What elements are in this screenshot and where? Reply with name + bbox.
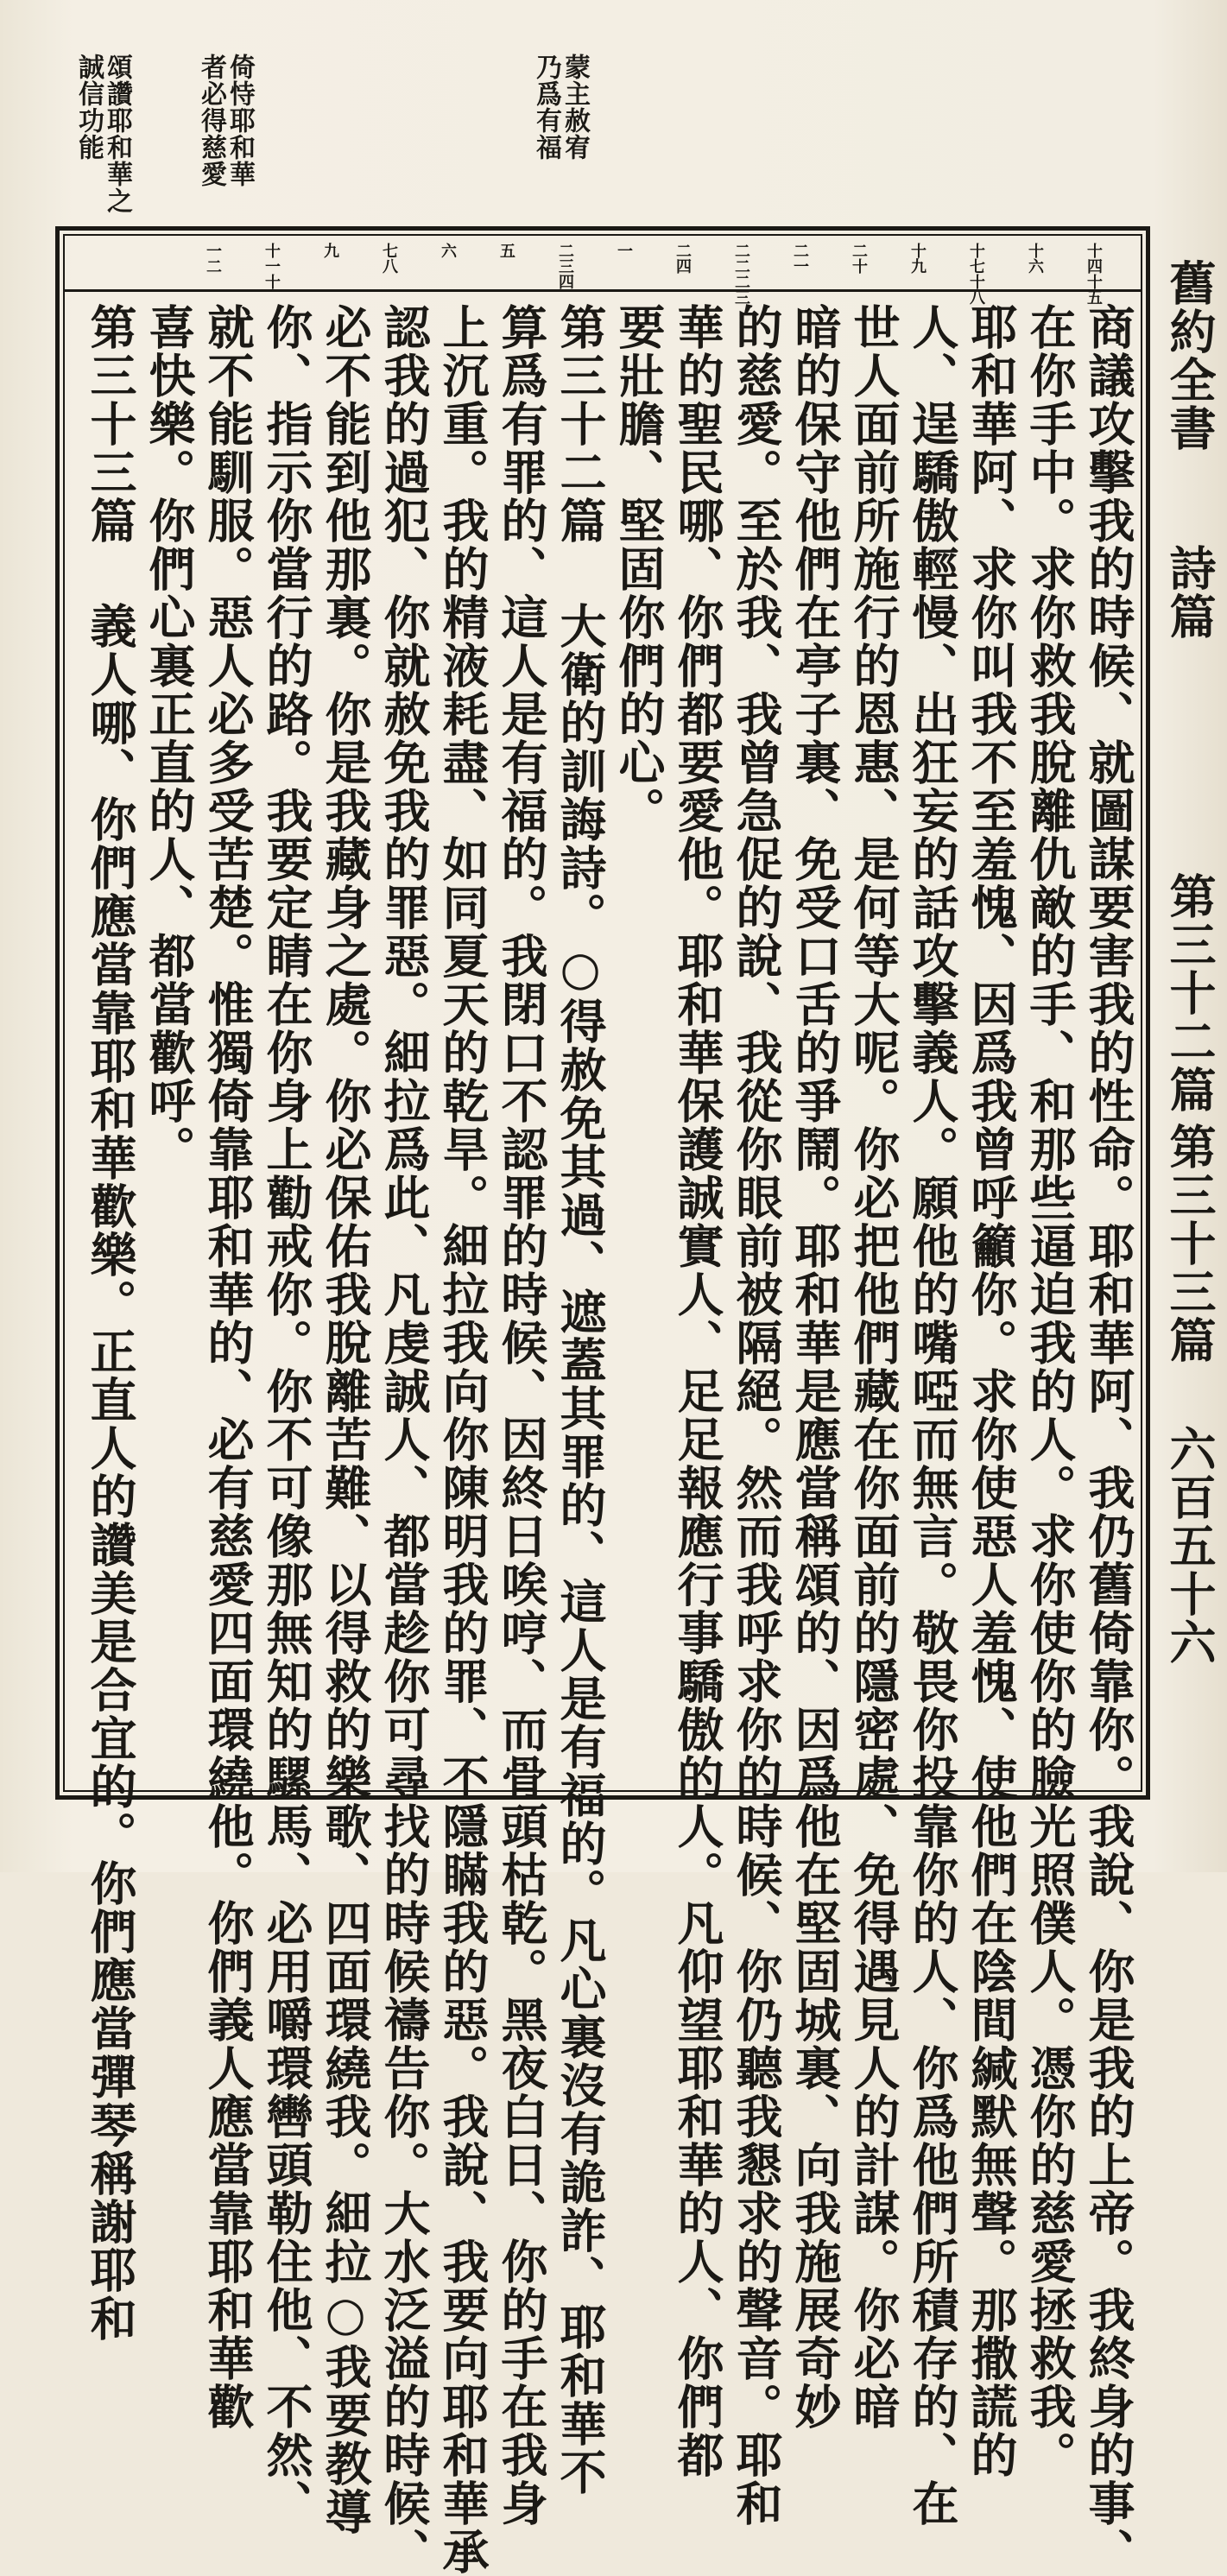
text-column: 就不能馴服。惡人必多受苦楚。惟獨倚靠耶和華的、必有慈愛四面環繞他。你們義人應當靠耶和華歡 xyxy=(200,303,256,2431)
text-frame-inner xyxy=(63,234,1142,2576)
verse-number: 十一十 xyxy=(262,243,281,289)
text-column: 暗的保守他們在亭子裏、免受口舌的爭鬧。耶和華是應當稱頌的、因爲他在堅固城裏、向我施展奇妙 xyxy=(787,303,843,2431)
book-title: 舊約全書 xyxy=(1162,259,1218,453)
verse-number: 十七十八 xyxy=(967,243,985,305)
top-note-2: 倚恃耶和華者必得慈愛 xyxy=(196,54,255,187)
text-column: 商議攻擊我的時候、就圖謀要害我的性命。耶和華阿、我仍舊倚靠你。我說、你是我的上帝。我終身的事、 xyxy=(1081,303,1136,2576)
chapter-label-2: 第三十三篇 xyxy=(1162,1123,1218,1364)
verse-number: 九 xyxy=(321,243,339,258)
verse-number: 六 xyxy=(439,243,457,258)
text-column: 第三十三篇 義人哪、你們應當靠耶和華歡樂。正直人的讚美是合宜的。你們應當彈琴稱謝耶和 xyxy=(83,303,138,2343)
text-frame xyxy=(55,226,1150,2576)
text-column: 的慈愛。至於我、我曾急促的說、我從你眼前被隔絕。然而我呼求你的時候、你仍聽我懇求的聲音。耶和 xyxy=(729,303,784,2528)
text-column: 喜快樂。你們心裏正直的人、都當歡呼。 xyxy=(142,303,197,1174)
top-note-3: 蒙主赦宥乃爲有福 xyxy=(531,54,590,161)
page-number: 六百五十六 xyxy=(1162,1425,1218,1667)
text-column: 第三十二篇 大衛的訓誨詩。○得赦免其過、遮蓋其罪的、這人是有福的。凡心裏沒有詭詐、耶和華不 xyxy=(553,303,608,2497)
verse-number: 二四 xyxy=(674,243,692,274)
chapter-label-1: 第三十二篇 xyxy=(1162,872,1218,1114)
text-column: 耶和華阿、求你叫我不至羞愧、因爲我曾呼籲你。求你使惡人羞愧、使他們在陰間緘默無聲。那撒謊的 xyxy=(964,303,1019,2479)
text-column: 要壯膽、堅固你們的心。 xyxy=(611,303,667,835)
verse-number: 一 xyxy=(615,243,633,258)
text-column: 算爲有罪的、這人是有福的。我閉口不認罪的時候、因終日唉哼、而骨頭枯乾。黑夜白日、你的手在我身 xyxy=(494,303,549,2528)
text-column: 世人面前所施行的恩惠、是何等大呢。你必把他們藏在你面前的隱密處、免得遇見人的計謀。你必暗 xyxy=(846,303,901,2431)
verse-number: 二一 xyxy=(791,243,809,274)
text-column: 必不能到他那裏。你是我藏身之處。你必保佑我脫離苦難、以得救的樂歌、四面環繞我。細拉○我要教導 xyxy=(318,303,373,2536)
text-column: 在你手中。求你救我脫離仇敵的手、和那些逼迫我的人。求你使你的臉光照僕人。憑你的慈愛拯救我。 xyxy=(1022,303,1078,2479)
section-title: 詩篇 xyxy=(1162,544,1218,641)
verse-number: 七八 xyxy=(380,243,398,274)
text-column: 人、逞驕傲輕慢、出狂妄的話攻擊義人。願他的嘴啞而無言。敬畏你投靠你的人、你爲他們所積存的、在 xyxy=(905,303,960,2528)
verse-number: 十四十五 xyxy=(1085,243,1103,305)
text-column: 認我的過犯、你就赦免我的罪惡。細拉爲此、凡虔誠人、都當趁你可尋找的時候禱告你。大水泛溢的時候、 xyxy=(376,303,432,2576)
top-note-1: 頌讚耶和華之誠信功能 xyxy=(73,54,132,214)
verse-number: 一二 xyxy=(204,243,222,274)
text-column: 華的聖民哪、你們都要愛他。耶和華保護誠實人、足足報應行事驕傲的人。凡仰望耶和華的人、你們都 xyxy=(670,303,725,2479)
verse-number: 五 xyxy=(497,243,515,258)
text-column: 上沉重。我的精液耗盡、如同夏天的乾旱。細拉我向你陳明我的罪、不隱瞞我的惡。我說、我要向耶和華承 xyxy=(435,303,490,2576)
verse-number: 二三四 xyxy=(556,243,574,289)
verse-number: 十六 xyxy=(1026,243,1044,274)
verse-number: 二二二三 xyxy=(732,243,750,305)
text-column: 你、指示你當行的路。我要定睛在你身上勸戒你。你不可像那無知的騾馬、必用嚼環轡頭勒住他、不然、 xyxy=(259,303,314,2528)
running-header xyxy=(1157,259,1218,1684)
verse-number: 二十 xyxy=(850,243,868,274)
verse-number: 十九 xyxy=(908,243,927,274)
